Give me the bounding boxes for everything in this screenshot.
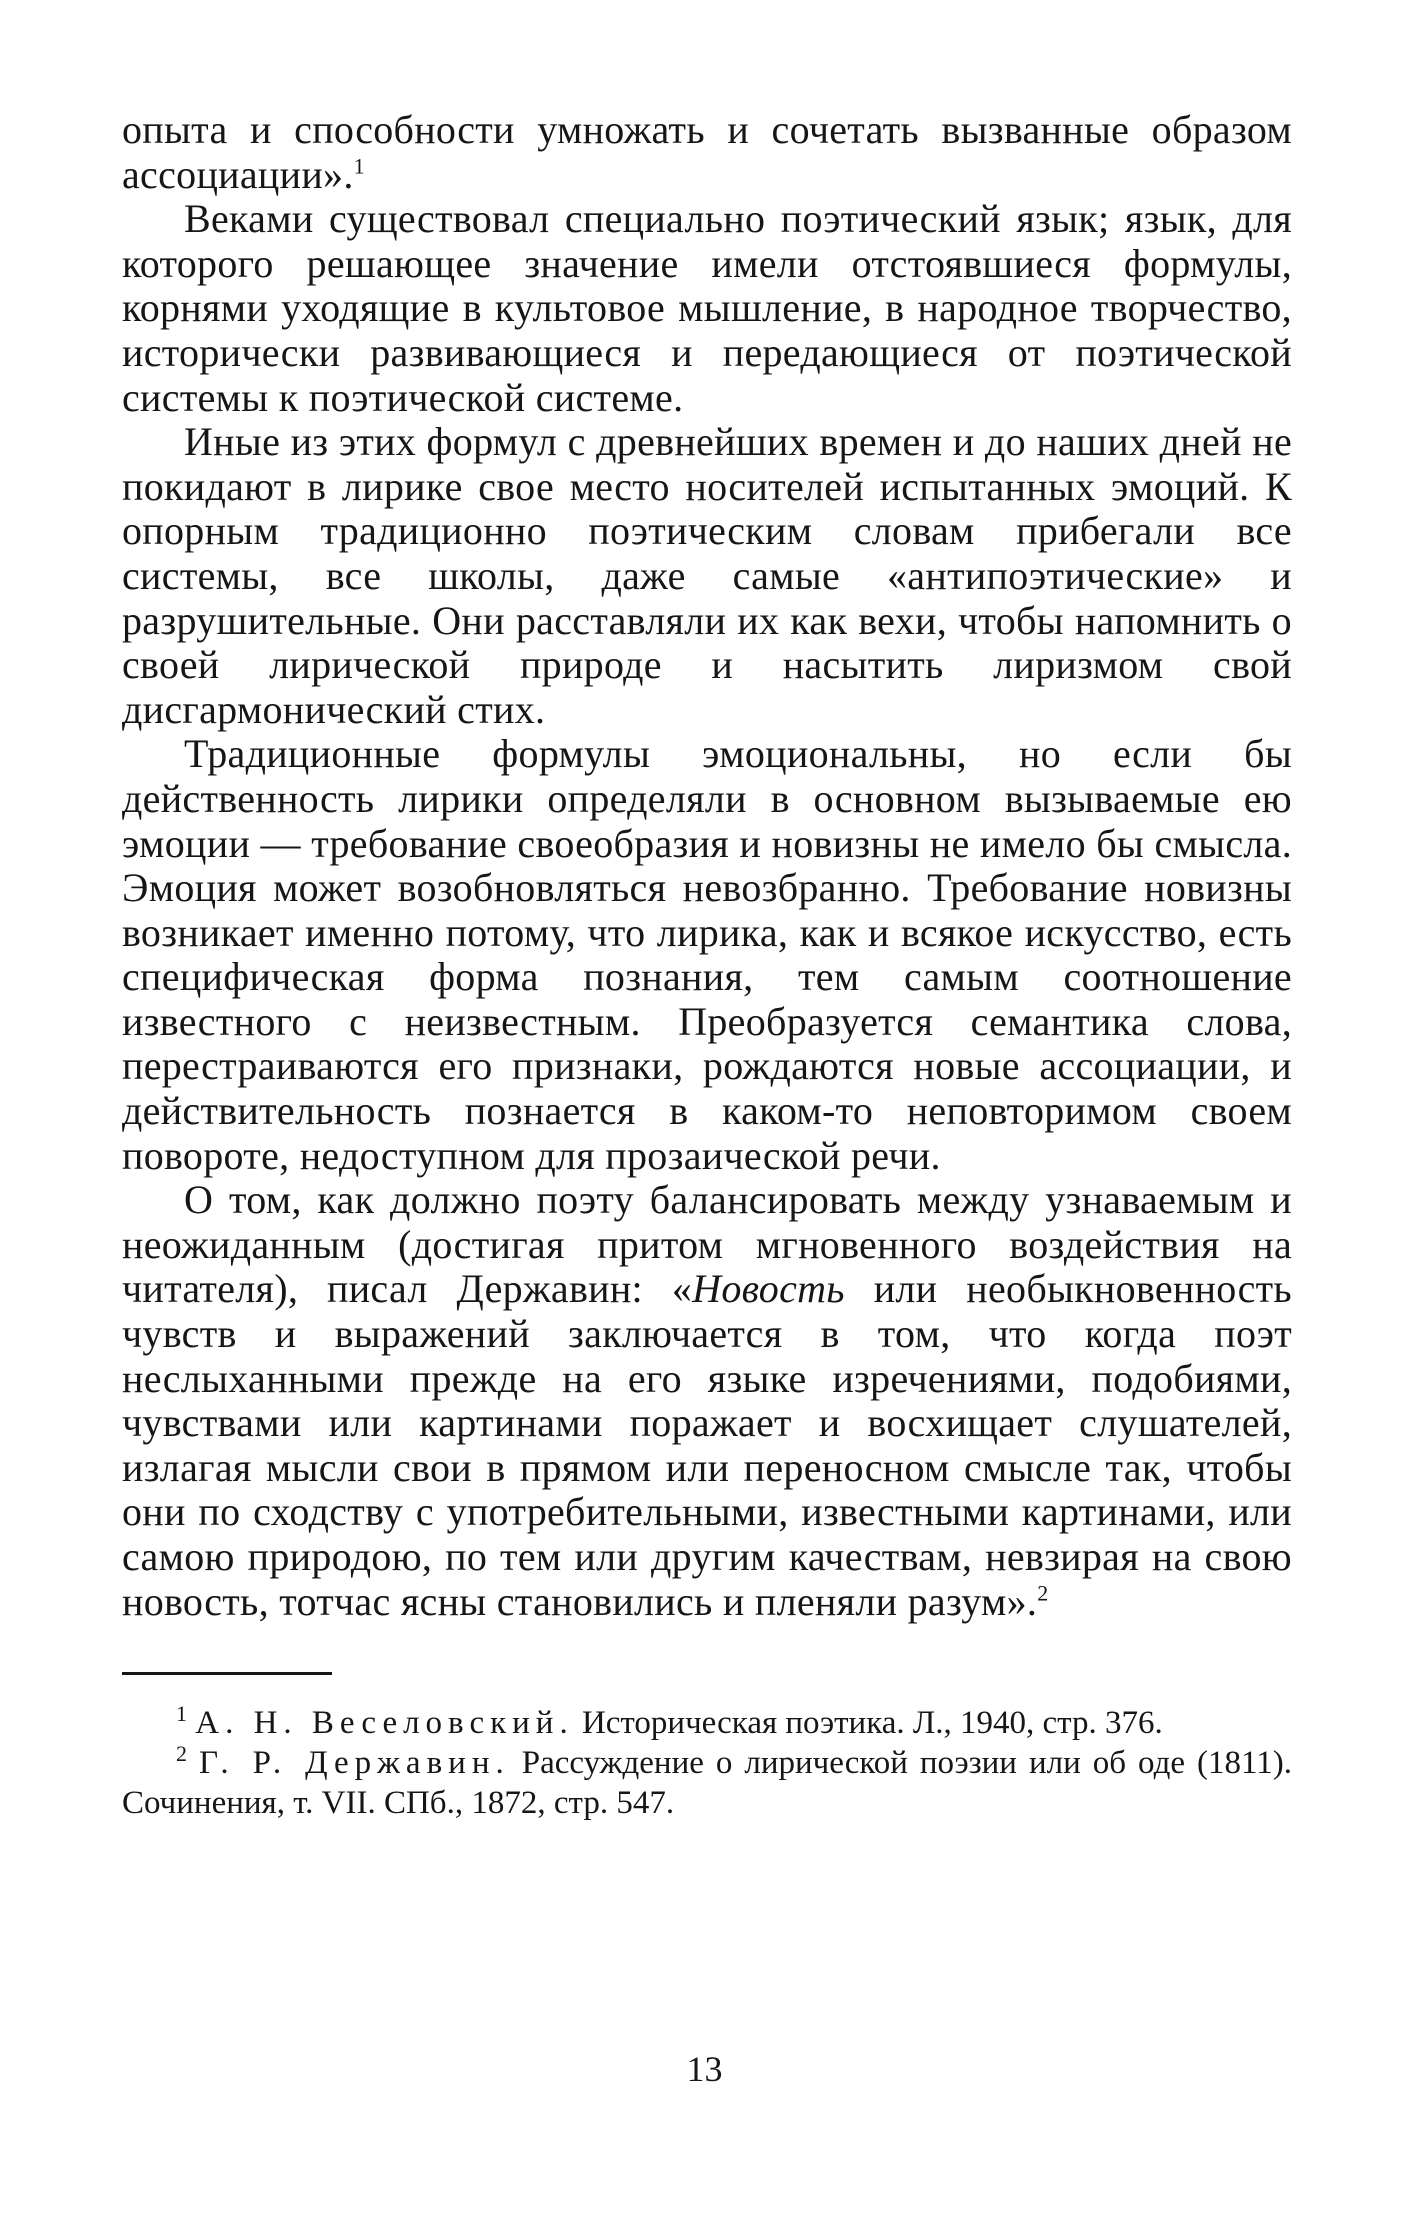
- footnote-1-text: Историческая поэтика. Л., 1940, стр. 376.: [581, 1705, 1163, 1742]
- footnote-2-marker: 2: [176, 1741, 187, 1767]
- footnotes: [122, 1703, 1292, 1823]
- footnote-ref-1: 1: [353, 153, 365, 179]
- footnote-1: [122, 1703, 1292, 1743]
- paragraph-5: [122, 1178, 1292, 1624]
- paragraph-1-text: опыта и способности умножать и сочетать вызванные образом ассоциации».: [122, 107, 1292, 197]
- footnote-divider: [122, 1672, 332, 1675]
- footnote-ref-2: 2: [1037, 1580, 1049, 1606]
- footnote-1-author: А. Н. Веселовский.: [195, 1705, 574, 1742]
- footnote-2-text: Рассуждение о лирической поэзии или об оде (1811). Сочинения, т. VII. СПб., 1872, стр. 547.: [122, 1745, 1293, 1822]
- page-number: 13: [686, 2049, 723, 2089]
- body-text: [122, 108, 1292, 1624]
- book-page: [122, 108, 1292, 1823]
- footnote-2-author: Г. Р. Державин.: [199, 1745, 510, 1782]
- paragraph-4: Традиционные формулы эмоциональны, но если бы действенность лирики определяли в основном вызываемые ею эмоции — требование своеобразия и новизны не имело бы смысла. Эмоция может возобновляться невозбранно. Требование новизны возникает именно потому, что лирика, как и всякое искусство, есть специфическая форма познания, тем самым соотношение известного с неизвестным. Преобразуется семантика слова, перестраиваются его признаки, рождаются новые ассоциации, и действительность познается в каком-то неповторимом своем повороте, недоступном для прозаической речи.: [122, 731, 1292, 1178]
- paragraph-1: [122, 108, 1292, 197]
- footnote-2: [122, 1743, 1292, 1823]
- paragraph-5-text-before: О том, как должно поэту балансировать между узнаваемым и неожиданным (достигая притом мгновенного воздействия на читателя), писал Державин: «: [122, 1177, 1292, 1312]
- paragraph-2: Веками существовал специально поэтический язык; язык, для которого решающее значение имели отстоявшиеся формулы, корнями уходящие в культовое мышление, в народное творчество, исторически развивающиеся и передающиеся от поэтической системы к поэтической системе.: [122, 196, 1292, 420]
- paragraph-5-text-after: или необыкновенность чувств и выражений заключается в том, что когда поэт неслыханными прежде на его языке изречениями, подобиями, чувствами или картинами поражает и восхищает слушателей, излагая мысли свои в прямом или переносном смысле так, чтобы они по сходству с употребительными, известными картинами, или самою природою, по тем или другим качествам, невзирая на свою новость, тотчас ясны становились и пленяли разум».: [122, 1266, 1292, 1624]
- paragraph-3: Иные из этих формул с древнейших времен и до наших дней не покидают в лирике свое место носителей испытанных эмоций. К опорным традиционно поэтическим словам прибегали все системы, все школы, даже самые «антипоэтические» и разрушительные. Они расставляли их как вехи, чтобы напомнить о своей лирической природе и насытить лиризмом свой дисгармонический стих.: [122, 419, 1292, 732]
- footnote-1-marker: 1: [176, 1701, 187, 1727]
- paragraph-5-italic: Новость: [692, 1266, 845, 1312]
